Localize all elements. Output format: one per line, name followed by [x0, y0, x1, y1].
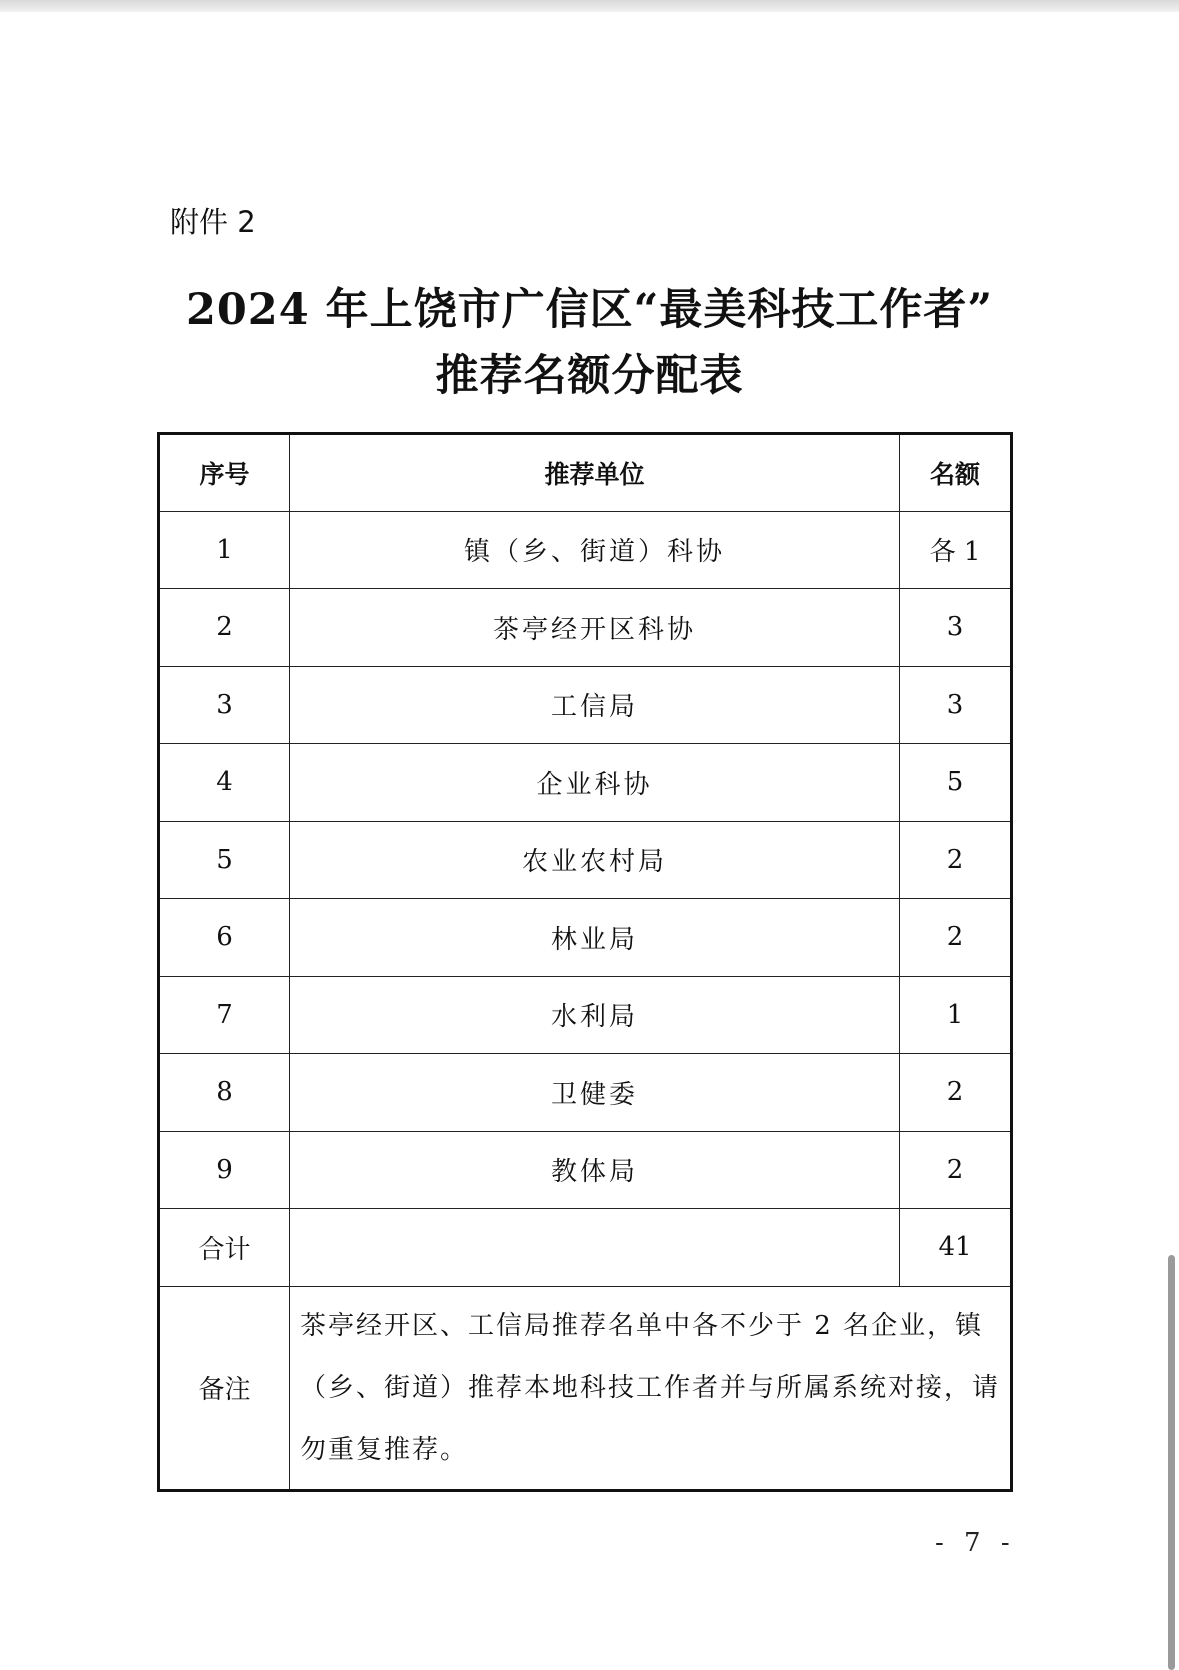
row-unit: 工信局 — [290, 666, 900, 744]
scrollbar[interactable] — [1168, 1255, 1175, 1670]
row-index: 4 — [159, 744, 290, 822]
row-index: 7 — [159, 976, 290, 1054]
attachment-label: 附件 2 — [170, 205, 256, 239]
row-quota: 2 — [900, 1131, 1012, 1209]
header-unit: 推荐单位 — [290, 434, 900, 512]
row-quota: 1 — [900, 976, 1012, 1054]
row-quota: 2 — [900, 821, 1012, 899]
row-unit: 卫健委 — [290, 1054, 900, 1132]
row-index: 3 — [159, 666, 290, 744]
total-unit-empty — [290, 1209, 900, 1287]
table-row — [159, 1054, 1012, 1132]
row-quota: 2 — [900, 1054, 1012, 1132]
row-index: 1 — [159, 511, 290, 589]
total-label: 合计 — [159, 1209, 290, 1287]
table-row — [159, 899, 1012, 977]
row-index: 6 — [159, 899, 290, 977]
table-header-row — [159, 434, 1012, 512]
table-row — [159, 1131, 1012, 1209]
remark-row — [159, 1286, 1012, 1490]
document-title-line-2: 推荐名额分配表 — [435, 351, 744, 401]
row-unit: 林业局 — [290, 899, 900, 977]
row-quota: 3 — [900, 666, 1012, 744]
table-row — [159, 666, 1012, 744]
table-row — [159, 976, 1012, 1054]
row-index: 9 — [159, 1131, 290, 1209]
row-quota: 5 — [900, 744, 1012, 822]
total-row — [159, 1209, 1012, 1287]
row-unit: 水利局 — [290, 976, 900, 1054]
row-unit: 茶亭经开区科协 — [290, 589, 900, 667]
row-quota: 3 — [900, 589, 1012, 667]
row-index: 2 — [159, 589, 290, 667]
remark-label: 备注 — [159, 1286, 290, 1490]
quota-table — [157, 432, 1013, 1492]
row-unit: 农业农村局 — [290, 821, 900, 899]
table-row — [159, 511, 1012, 589]
document-title-line-1: 2024 年上饶市广信区“最美科技工作者” — [185, 285, 994, 335]
row-index: 5 — [159, 821, 290, 899]
row-unit: 镇（乡、街道）科协 — [290, 511, 900, 589]
header-index: 序号 — [159, 434, 290, 512]
row-index: 8 — [159, 1054, 290, 1132]
row-unit: 企业科协 — [290, 744, 900, 822]
top-edge — [0, 0, 1179, 12]
row-quota: 2 — [900, 899, 1012, 977]
table-row — [159, 821, 1012, 899]
table-row — [159, 744, 1012, 822]
row-unit: 教体局 — [290, 1131, 900, 1209]
remark-text: 茶亭经开区、工信局推荐名单中各不少于 2 名企业，镇（乡、街道）推荐本地科技工作者并与所属系统对接，请勿重复推荐。 — [290, 1286, 1012, 1490]
header-quota: 名额 — [900, 434, 1012, 512]
page-number: - 7 - — [935, 1528, 1016, 1558]
table-row — [159, 589, 1012, 667]
row-quota: 各 1 — [900, 511, 1012, 589]
total-value: 41 — [900, 1209, 1012, 1287]
